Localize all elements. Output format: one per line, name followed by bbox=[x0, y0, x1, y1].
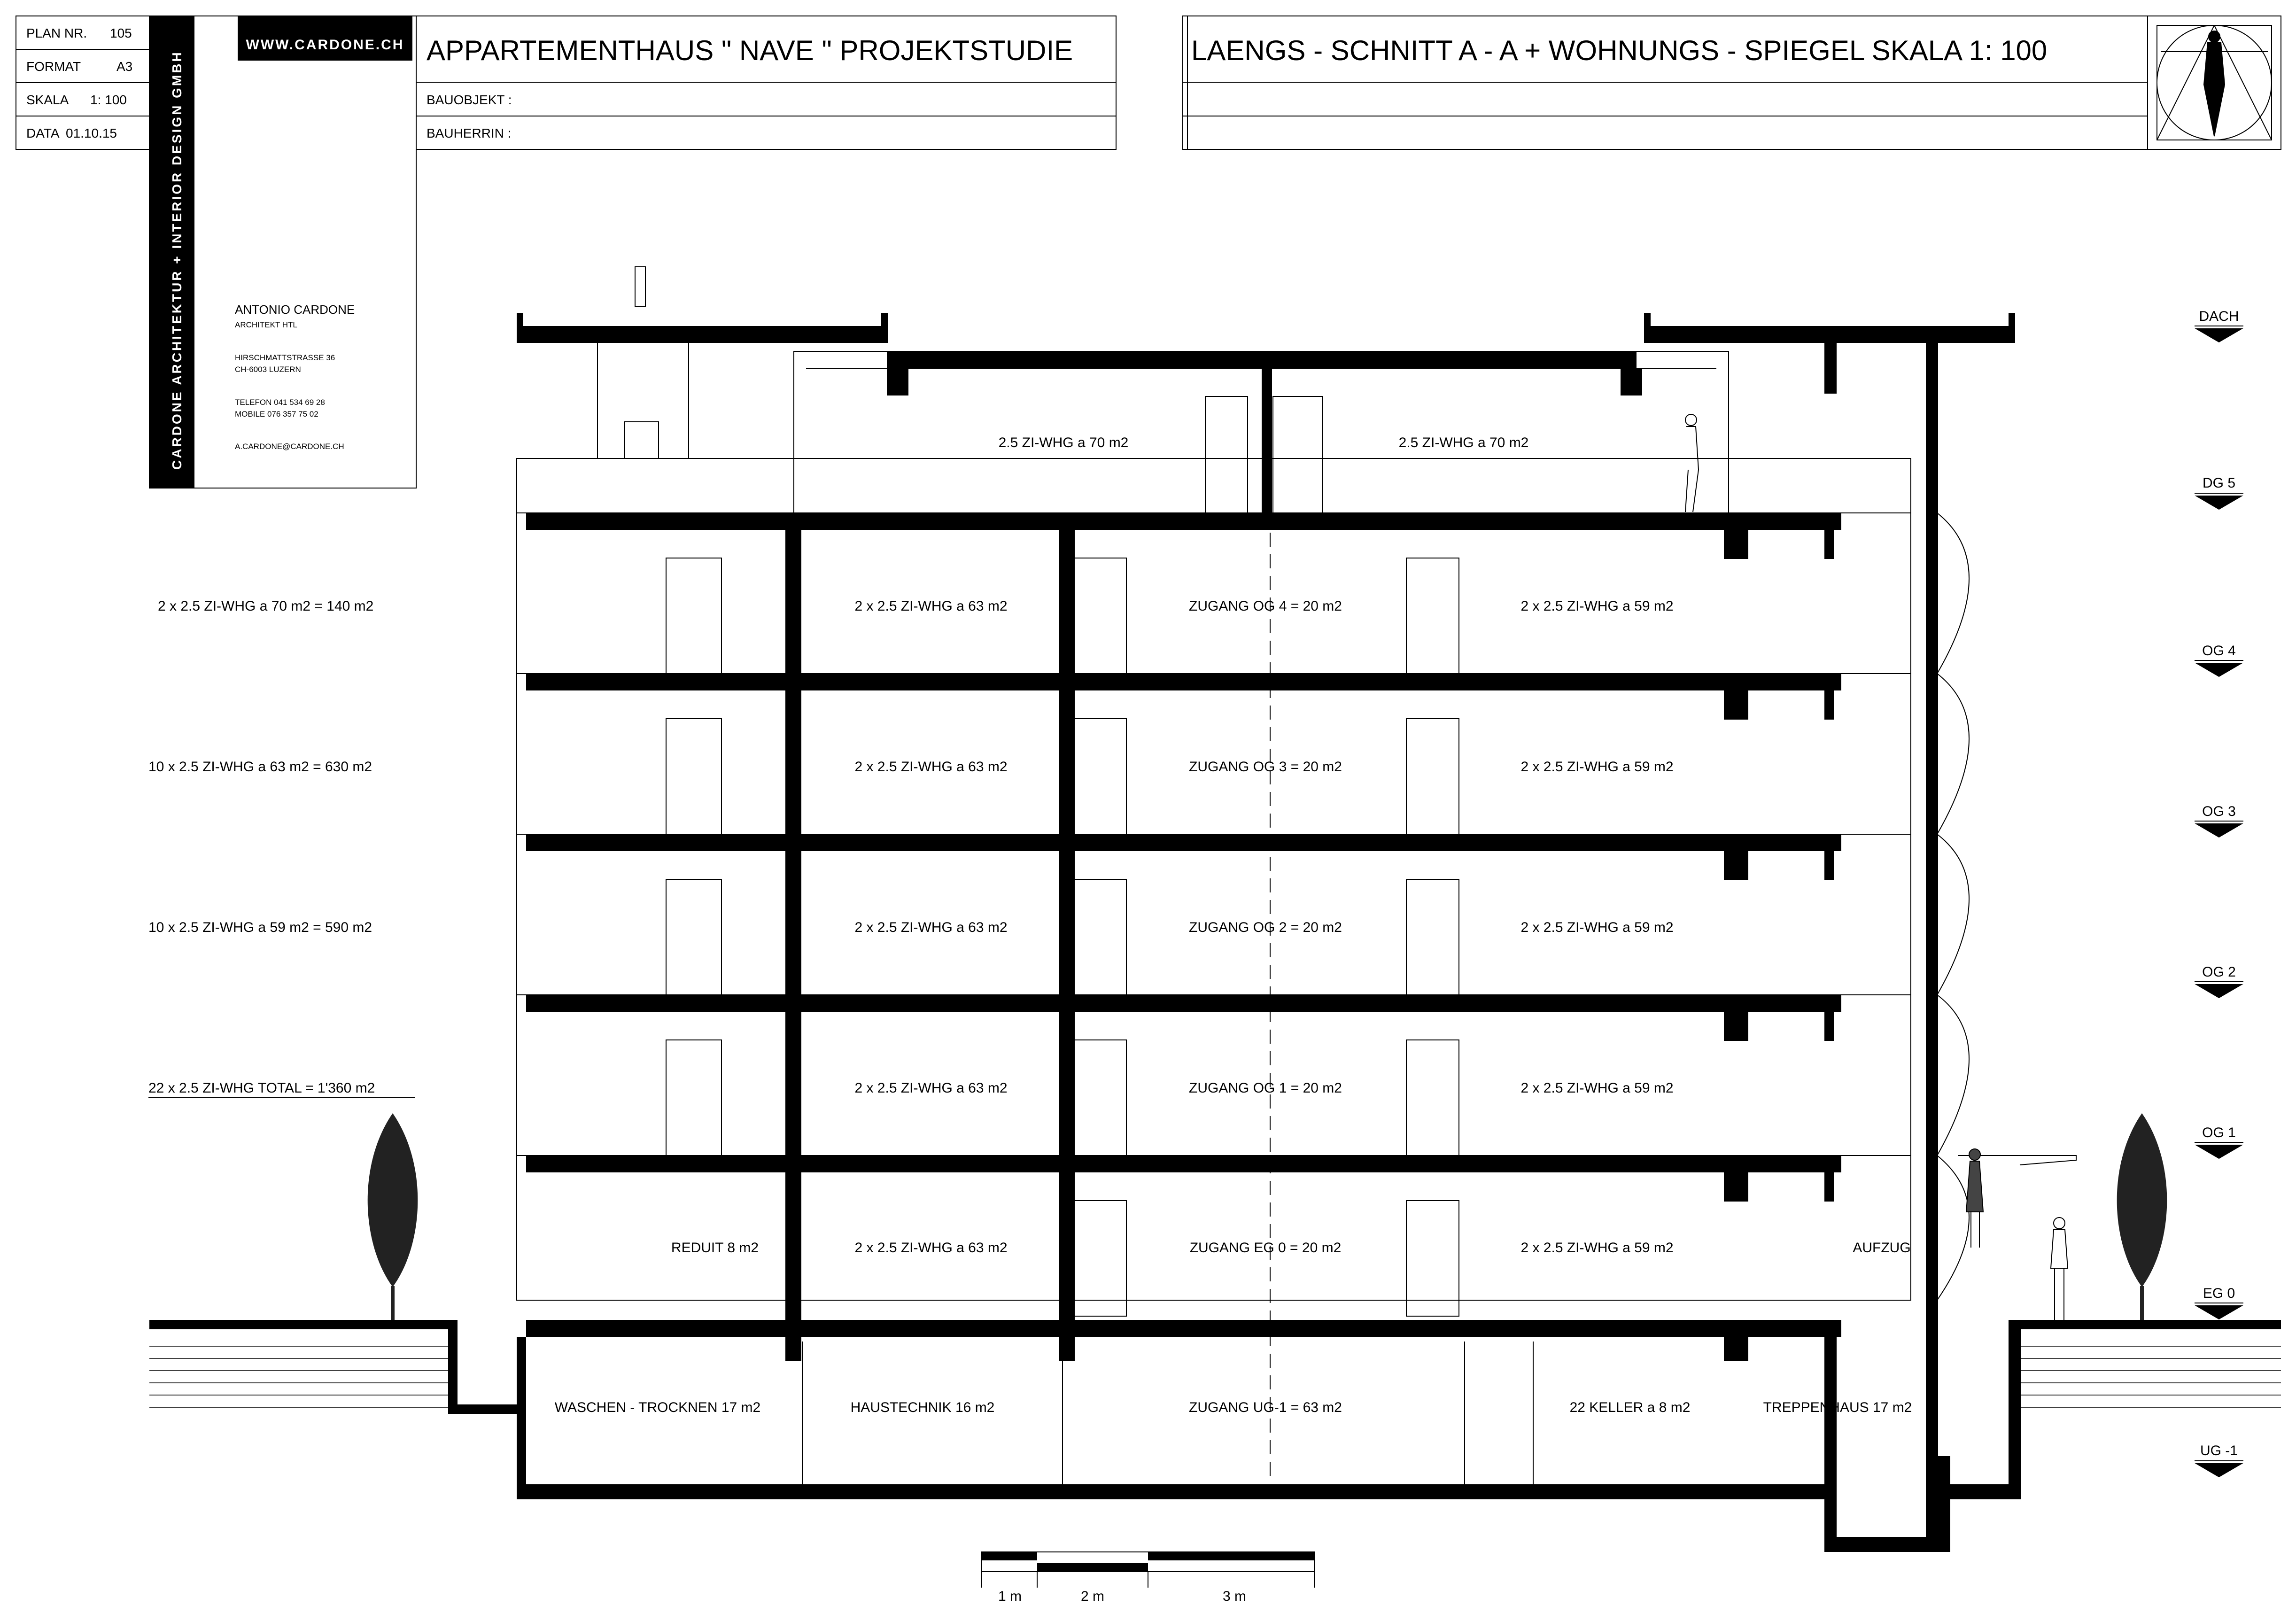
room-label: 2 x 2.5 ZI-WHG a 63 m2 bbox=[854, 598, 1008, 614]
format-label: FORMAT bbox=[26, 59, 81, 74]
website-link[interactable]: WWW.CARDONE.CH bbox=[246, 37, 404, 53]
vitruvian-logo-icon bbox=[2157, 25, 2272, 140]
room-label: ZUGANG OG 4 = 20 m2 bbox=[1189, 598, 1342, 614]
bauobjekt-label: BAUOBJEKT : bbox=[427, 93, 512, 107]
room-label: ZUGANG OG 1 = 20 m2 bbox=[1189, 1080, 1342, 1096]
plan-nr-value: 105 bbox=[110, 26, 132, 40]
tree-icon bbox=[2117, 1113, 2167, 1320]
room-label: REDUIT 8 m2 bbox=[671, 1240, 759, 1256]
room-labels bbox=[555, 435, 1912, 1415]
room-label: 2 x 2.5 ZI-WHG a 63 m2 bbox=[854, 759, 1008, 775]
skala-label: SKALA bbox=[26, 93, 69, 107]
room-label: 2 x 2.5 ZI-WHG a 59 m2 bbox=[1520, 920, 1674, 935]
data-label: DATA bbox=[26, 126, 60, 140]
person-figure-icon bbox=[1685, 414, 1699, 512]
ground-hatching bbox=[149, 1346, 2281, 1407]
bauherrin-label: BAUHERRIN : bbox=[427, 126, 512, 140]
room-label: 2.5 ZI-WHG a 70 m2 bbox=[1398, 435, 1529, 450]
room-label: ZUGANG OG 3 = 20 m2 bbox=[1189, 759, 1342, 775]
architect-title: ARCHITEKT HTL bbox=[235, 320, 297, 329]
level-label: OG 1 bbox=[2202, 1125, 2236, 1140]
room-label: ZUGANG EG 0 = 20 m2 bbox=[1189, 1240, 1342, 1256]
scale-bar bbox=[982, 1552, 1314, 1604]
room-label: 2 x 2.5 ZI-WHG a 63 m2 bbox=[854, 1240, 1008, 1256]
level-label: DG 5 bbox=[2202, 475, 2236, 491]
level-label: OG 2 bbox=[2202, 964, 2236, 980]
level-label: OG 3 bbox=[2202, 804, 2236, 819]
summary-line: 22 x 2.5 ZI-WHG TOTAL = 1'360 m2 bbox=[148, 1080, 375, 1096]
room-label: 2 x 2.5 ZI-WHG a 63 m2 bbox=[854, 1080, 1008, 1096]
telefon: TELEFON 041 534 69 28 bbox=[235, 398, 325, 407]
summary-line: 10 x 2.5 ZI-WHG a 59 m2 = 590 m2 bbox=[148, 920, 372, 935]
room-label: WASCHEN - TROCKNEN 17 m2 bbox=[554, 1400, 761, 1415]
address-street: HIRSCHMATTSTRASSE 36 bbox=[235, 353, 335, 362]
room-label: 2 x 2.5 ZI-WHG a 59 m2 bbox=[1520, 1240, 1674, 1256]
scale-label: 3 m bbox=[1222, 1589, 1247, 1604]
summary-line: 2 x 2.5 ZI-WHG a 70 m2 = 140 m2 bbox=[158, 598, 374, 614]
building-section bbox=[149, 267, 2281, 1552]
scale-label: 2 m bbox=[1080, 1589, 1105, 1604]
room-label: 2 x 2.5 ZI-WHG a 63 m2 bbox=[854, 920, 1008, 935]
level-markers bbox=[2195, 309, 2243, 1477]
architect-name: ANTONIO CARDONE bbox=[235, 302, 355, 317]
level-label: EG 0 bbox=[2203, 1286, 2235, 1301]
level-label: UG -1 bbox=[2200, 1443, 2238, 1458]
room-label: 2.5 ZI-WHG a 70 m2 bbox=[998, 435, 1129, 450]
summary-line: 10 x 2.5 ZI-WHG a 63 m2 = 630 m2 bbox=[148, 759, 372, 775]
mobile: MOBILE 076 357 75 02 bbox=[235, 410, 318, 419]
person-figure-icon bbox=[1966, 1149, 1983, 1248]
drawing-title: LAENGS - SCHNITT A - A + WOHNUNGS - SPIEGEL SKALA 1: 100 bbox=[1191, 35, 2048, 66]
level-label: OG 4 bbox=[2202, 643, 2236, 659]
person-figure-icon bbox=[2051, 1218, 2068, 1320]
room-label: HAUSTECHNIK 16 m2 bbox=[850, 1400, 995, 1415]
room-label: 2 x 2.5 ZI-WHG a 59 m2 bbox=[1520, 1080, 1674, 1096]
room-label: 22 KELLER a 8 m2 bbox=[1569, 1400, 1691, 1415]
tree-icon bbox=[368, 1113, 418, 1320]
date-value: 01.10.15 bbox=[66, 126, 117, 140]
room-label: 2 x 2.5 ZI-WHG a 59 m2 bbox=[1520, 759, 1674, 775]
level-label: DACH bbox=[2199, 309, 2239, 324]
project-title: APPARTEMENTHAUS " NAVE " PROJEKTSTUDIE bbox=[427, 35, 1073, 66]
company-name-vertical: CARDONE ARCHITEKTUR + INTERIOR DESIGN GMBH bbox=[170, 50, 184, 470]
plan-nr-label: PLAN NR. bbox=[26, 26, 87, 40]
skala-value: 1: 100 bbox=[90, 93, 127, 107]
address-city: CH-6003 LUZERN bbox=[235, 365, 301, 374]
room-label: AUFZUG bbox=[1853, 1240, 1911, 1256]
room-label: ZUGANG OG 2 = 20 m2 bbox=[1189, 920, 1342, 935]
room-label: TREPPENHAUS 17 m2 bbox=[1763, 1400, 1912, 1415]
scale-label: 1 m bbox=[998, 1589, 1022, 1604]
title-block bbox=[16, 16, 2281, 488]
room-label: 2 x 2.5 ZI-WHG a 59 m2 bbox=[1520, 598, 1674, 614]
room-label: ZUGANG UG-1 = 63 m2 bbox=[1189, 1400, 1342, 1415]
format-value: A3 bbox=[116, 59, 133, 74]
email-link[interactable]: A.CARDONE@CARDONE.CH bbox=[235, 442, 344, 451]
apartment-summary bbox=[148, 598, 415, 1097]
